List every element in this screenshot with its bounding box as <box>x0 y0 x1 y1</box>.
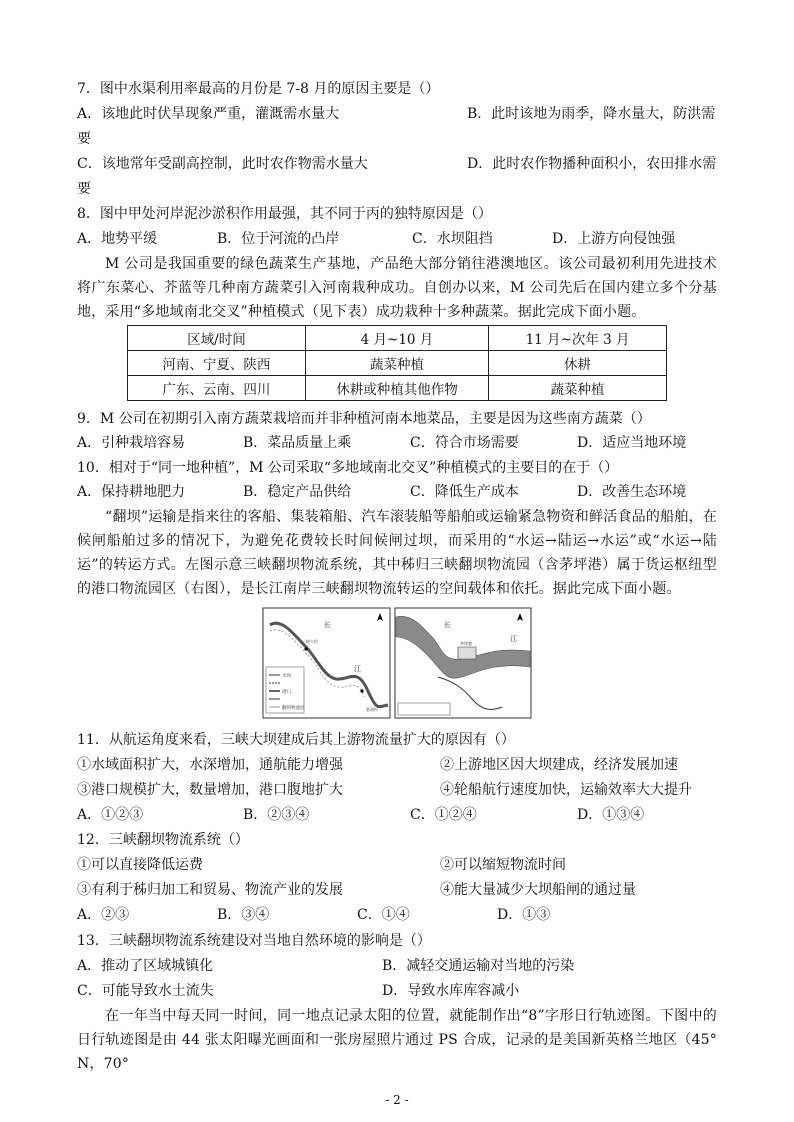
q9-option-c: C．符合市场需要 <box>410 435 519 451</box>
right-legend-box <box>398 703 450 715</box>
q12-option-d: D．①③ <box>497 907 551 923</box>
left-river-label-chang: 长 <box>324 621 331 629</box>
q13-option-a: A．推动了区域城镇化 <box>77 958 214 974</box>
q10-stem: 10．相对于“同一地种植”，M 公司采取“多地域南北交叉”种植模式的主要目的在于（） <box>77 460 619 476</box>
q11-statement-1: ①水域面积扩大，水深增加，通航能力增强 <box>77 757 343 773</box>
gezhouba-label: 葛洲坝 <box>366 707 378 712</box>
q11-statement-4: ④轮船航行速度加快，运输效率大大提升 <box>440 782 692 798</box>
table-row <box>128 351 667 376</box>
q8-option-d: D．上游方向侵蚀强 <box>552 231 676 247</box>
q10-option-c: C．降低生产成本 <box>410 484 519 500</box>
passage-analemma: 在一年当中每天同一时间，同一地点记录太阳的位置，就能制作出“8”字形日行轨迹图。下图中的日行轨迹图是由 44 张太阳曝光画面和一张房屋照片通过 PS 合成，记录的是美国新英格兰地区（45° N，70° <box>77 1008 717 1072</box>
q9-option-b: B．菜品质量上乘 <box>243 435 352 451</box>
q7-option-d: D．此时农作物播种面积小，农田排水需 <box>467 156 717 172</box>
q7-option-c: C．该地常年受副高控制，此时农作物需水量大 <box>77 156 368 172</box>
passage-vegetable-company: M 公司是我国重要的绿色蔬菜生产基地，产品绝大部分销往港澳地区。该公司最初利用先进技术将广东菜心、芥蓝等几种南方蔬菜引入河南栽种成功。自创办以来，M 公司先后在国内建立多个分基地，采用“多地域南北交叉”种植模式（见下表）成功栽种十多种蔬菜。据此完成下面小题。 <box>77 256 717 320</box>
q7-option-d-wrap: 要 <box>77 181 91 197</box>
table-cell: 休耕 <box>489 351 667 376</box>
q12-stem: 12．三峡翻坝物流系统（） <box>77 832 249 848</box>
table-header-cell: 区域/时间 <box>128 326 306 351</box>
q7-stem: 7．图中水渠利用率最高的月份是 7-8 月的原因主要是（） <box>77 81 440 97</box>
legend-logistics-park-label: 翻坝物流园 <box>282 706 305 711</box>
right-river-label-chang: 长 <box>444 621 451 629</box>
q7-option-b: B．此时该地为雨季，降水量大，防洪需 <box>467 106 716 122</box>
q12-statement-2: ②可以缩短物流时间 <box>440 857 566 873</box>
q12-statement-1: ①可以直接降低运费 <box>77 857 203 873</box>
q12-option-a: A．②③ <box>77 907 130 923</box>
table-cell: 广东、云南、四川 <box>128 376 306 401</box>
q11-statement-2: ②上游地区因大坝建成，经济发展加速 <box>440 757 678 773</box>
table-header-cell: 4 月~10 月 <box>305 326 488 351</box>
q11-stem: 11．从航运角度来看，三峡大坝建成后其上游物流量扩大的原因有（） <box>77 732 515 748</box>
three-gorges-dam-label: 三峡大坝 <box>302 639 318 644</box>
table-cell: 休耕或种植其他作物 <box>305 376 488 401</box>
q10-option-d: D．改善生态环境 <box>577 484 687 500</box>
q11-option-a: A．①②③ <box>77 807 144 823</box>
q8-option-b: B．位于河流的凸岸 <box>217 231 340 247</box>
q8-option-c: C．水坝阻挡 <box>412 231 493 247</box>
legend-dam-label: 水坝 <box>282 674 291 679</box>
left-river-label-jiang: 江 <box>354 665 361 673</box>
q7-option-b-wrap: 要 <box>77 131 91 147</box>
q11-option-c: C．①②④ <box>410 807 477 823</box>
port-area <box>458 647 476 659</box>
table-header-cell: 11 月~次年 3 月 <box>489 326 667 351</box>
q11-option-d: D．①③④ <box>577 807 645 823</box>
q10-option-a: A．保持耕地肥力 <box>77 484 186 500</box>
table-cell: 河南、宁夏、陕西 <box>128 351 306 376</box>
right-river-label-jiang: 江 <box>510 635 517 643</box>
three-gorges-maps-figure <box>262 607 532 719</box>
q11-statement-3: ③港口规模扩大，数量增加，港口腹地扩大 <box>77 782 343 798</box>
q10-option-b: B．稳定产品供给 <box>243 484 352 500</box>
q12-statement-4: ④能大量减少大坝船闸的通过量 <box>440 882 636 898</box>
q13-stem: 13．三峡翻坝物流系统建设对当地自然环境的影响是（） <box>77 933 431 949</box>
q12-option-b: B．③④ <box>217 907 270 923</box>
page-number: - 2 - <box>385 1093 409 1107</box>
q7-option-a: A．该地此时伏旱现象严重，灌溉需水量大 <box>77 106 340 122</box>
q12-statement-3: ③有利于秭归加工和贸易、物流产业的发展 <box>77 882 343 898</box>
q13-option-d: D．导致水库库容减小 <box>382 983 520 999</box>
table-row <box>128 376 667 401</box>
q9-stem: 9．M 公司在初期引入南方蔬菜栽培而并非种植河南本地菜品，主要是因为这些南方蔬菜（） <box>77 411 651 427</box>
table-cell: 蔬菜种植 <box>305 351 488 376</box>
planting-mode-table <box>127 325 667 401</box>
q9-option-d: D．适应当地环境 <box>577 435 687 451</box>
q9-option-a: A．引种栽培容易 <box>77 435 186 451</box>
legend-port-label: 港口 <box>282 690 291 695</box>
table-header-row <box>128 326 667 351</box>
q8-option-a: A．地势平缓 <box>77 231 158 247</box>
q11-option-b: B．②③④ <box>243 807 310 823</box>
q12-option-c: C．①④ <box>357 907 410 923</box>
q8-stem: 8．图中甲处河岸泥沙淤积作用最强，其不同于丙的独特原因是（） <box>77 206 492 222</box>
q13-option-c: C．可能导致水土流失 <box>77 983 214 999</box>
passage-dam-logistics: “翻坝”运输是指来往的客船、集装箱船、汽车滚装船等船舶或运输紧急物资和鲜活食品的船舶，在候闸船舶过多的情况下，为避免花费较长时间候闸过坝，而采用的“水运→陆运→水运”或“水运→陆运”的转运方式。左图示意三峡翻坝物流系统，其中秭归三峡翻坝物流园（含茅坪港）属于货运枢纽型的港口物流园区（右图），是长江南岸三峡翻坝物流转运的空间载体和依托。据此完成下面小题。 <box>77 509 717 597</box>
table-cell: 蔬菜种植 <box>489 376 667 401</box>
q13-option-b: B．减轻交通运输对当地的污染 <box>382 958 575 974</box>
maoping-port-label: 茅坪港 <box>460 641 472 646</box>
